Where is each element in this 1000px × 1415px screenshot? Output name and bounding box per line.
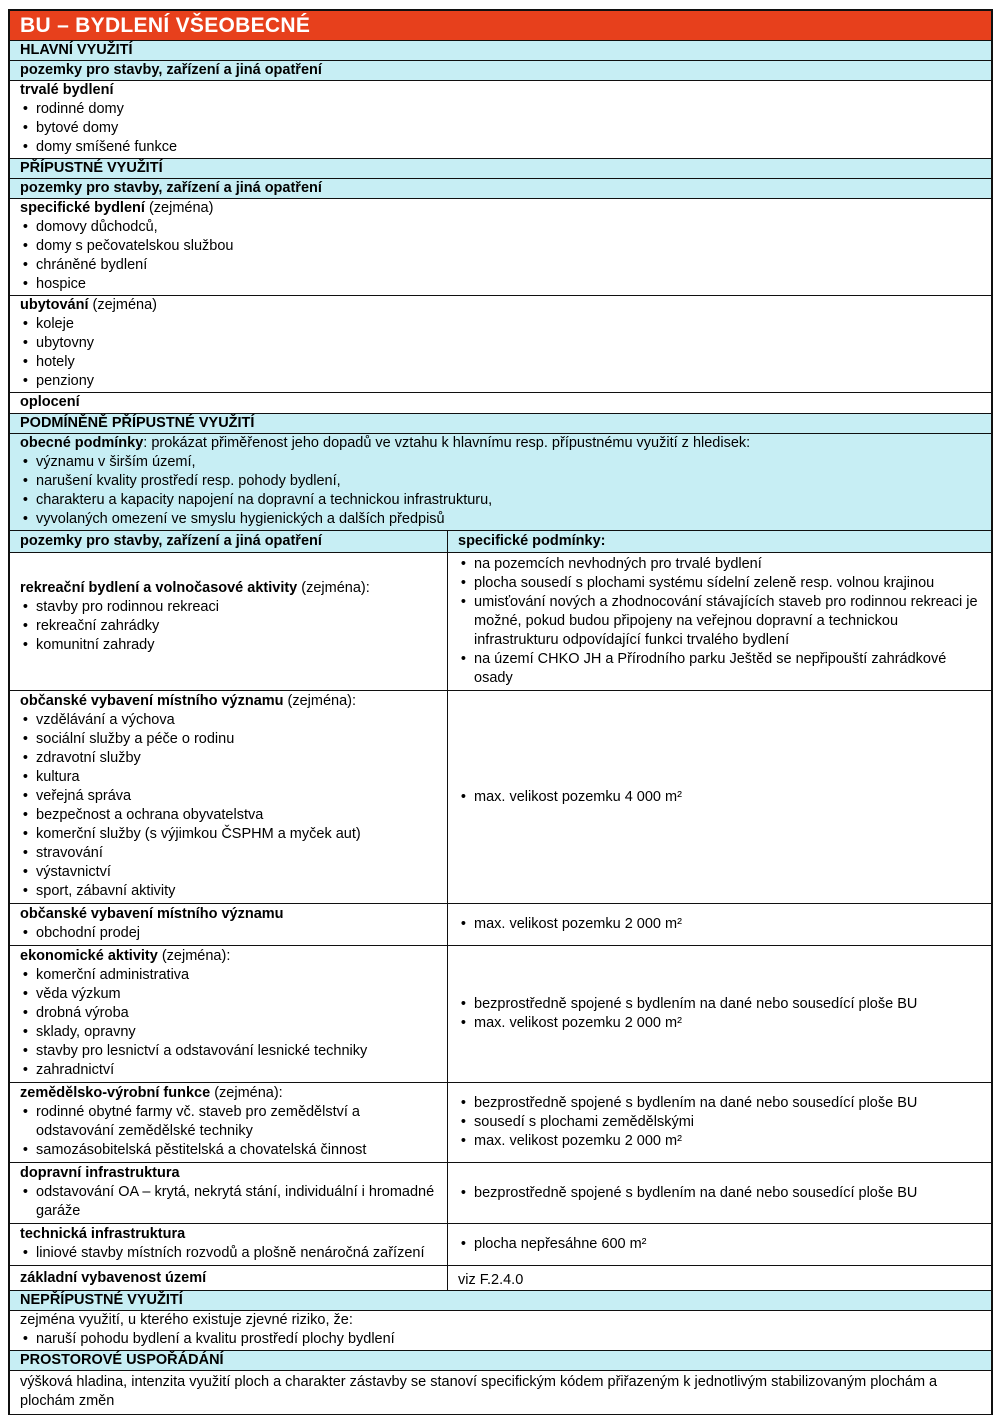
two-column-row bbox=[10, 1083, 991, 1163]
bullet-list bbox=[448, 1184, 991, 1203]
bullet-text: významu v širším území, bbox=[36, 454, 196, 470]
content-block bbox=[10, 1311, 991, 1351]
list-item bbox=[10, 1103, 447, 1141]
left-cell bbox=[10, 1083, 448, 1162]
list-item bbox=[10, 510, 991, 529]
list-item bbox=[10, 711, 447, 730]
left-cell bbox=[10, 904, 448, 945]
list-item bbox=[10, 1141, 447, 1160]
column-header-right: specifické podmínky: bbox=[458, 533, 606, 549]
list-item bbox=[448, 1132, 991, 1151]
left-title-bold: ekonomické aktivity bbox=[20, 948, 158, 964]
right-cell-text: viz F.2.4.0 bbox=[458, 1272, 524, 1288]
bullet-text: kultura bbox=[36, 769, 80, 785]
block-title-bold: obecné podmínky bbox=[20, 435, 144, 451]
left-cell bbox=[10, 946, 448, 1082]
zoning-table bbox=[8, 9, 993, 1415]
left-cell-title bbox=[10, 1225, 447, 1244]
bullet-list bbox=[10, 924, 447, 943]
list-item bbox=[448, 995, 991, 1014]
left-cell bbox=[10, 1163, 448, 1223]
content-block bbox=[10, 393, 991, 414]
section-header: HLAVNÍ VYUŽITÍ bbox=[10, 41, 991, 61]
bullet-text: koleje bbox=[36, 316, 74, 332]
bullet-text: výstavnictví bbox=[36, 864, 111, 880]
left-cell-title bbox=[10, 1084, 447, 1103]
two-column-row bbox=[10, 946, 991, 1083]
bullet-icon: • bbox=[460, 556, 466, 572]
bullet-text: sociální služby a péče o rodinu bbox=[36, 731, 235, 747]
bullet-text: plocha sousedí s plochami systému sídelní zeleně resp. volnou krajinou bbox=[474, 575, 935, 591]
bullet-icon: • bbox=[22, 335, 28, 351]
bullet-icon: • bbox=[22, 101, 28, 117]
bullet-text: max. velikost pozemku 2 000 m² bbox=[474, 1015, 682, 1031]
bullet-icon: • bbox=[460, 1236, 466, 1252]
bullet-icon: • bbox=[460, 788, 466, 805]
bullet-text: bytové domy bbox=[36, 120, 119, 136]
bullet-list bbox=[10, 453, 991, 529]
section-header: PODMÍNĚNĚ PŘÍPUSTNÉ VYUŽITÍ bbox=[10, 414, 991, 434]
list-item bbox=[448, 1184, 991, 1203]
bullet-text: stavby pro rodinnou rekreaci bbox=[36, 599, 219, 615]
list-item bbox=[10, 924, 447, 943]
bullet-text: komerční administrativa bbox=[36, 967, 190, 983]
bullet-icon: • bbox=[22, 826, 28, 842]
list-item bbox=[10, 730, 447, 749]
list-item bbox=[10, 100, 991, 119]
bullet-list bbox=[10, 1103, 447, 1160]
bullet-icon: • bbox=[22, 986, 28, 1002]
list-item bbox=[10, 787, 447, 806]
bullet-text: stavby pro lesnictví a odstavování lesnické techniky bbox=[36, 1043, 368, 1059]
bullet-list bbox=[10, 1183, 447, 1221]
list-item bbox=[448, 1113, 991, 1132]
list-item bbox=[448, 788, 991, 807]
bullet-icon: • bbox=[22, 139, 28, 155]
content-block bbox=[10, 296, 991, 393]
left-cell-title bbox=[10, 905, 447, 924]
list-item bbox=[448, 593, 991, 650]
right-cell bbox=[448, 1083, 991, 1162]
bullet-text: umisťování nových a zhodnocování stávajících staveb pro rodinnou rekreaci je možné, pokud budou připojeny na veřejnou dopravní a technickou infrastrukturu odpovídající funkci trvalého bydlení bbox=[474, 594, 978, 648]
bullet-icon: • bbox=[460, 1184, 466, 1201]
content-block bbox=[10, 434, 991, 531]
content-block bbox=[10, 81, 991, 159]
bullet-icon: • bbox=[22, 1104, 28, 1120]
bullet-text: zdravotní služby bbox=[36, 750, 141, 766]
bullet-icon: • bbox=[22, 257, 28, 273]
list-item bbox=[448, 1014, 991, 1033]
bullet-icon: • bbox=[22, 1184, 28, 1200]
bullet-text: liniové stavby místních rozvodů a plošně nenáročná zařízení bbox=[36, 1245, 425, 1261]
left-cell bbox=[10, 553, 448, 690]
bullet-icon: • bbox=[460, 575, 466, 591]
list-item bbox=[448, 555, 991, 574]
list-item bbox=[10, 119, 991, 138]
bullet-list bbox=[10, 1244, 447, 1263]
list-item bbox=[10, 472, 991, 491]
bullet-icon: • bbox=[22, 637, 28, 653]
bullet-icon: • bbox=[22, 788, 28, 804]
block-title-rest: : prokázat přiměřenost jeho dopadů ve vztahu k hlavnímu resp. přípustnému využití z hledisek: bbox=[143, 435, 751, 451]
bullet-icon: • bbox=[460, 1095, 466, 1111]
list-item bbox=[10, 1061, 447, 1080]
left-cell-title bbox=[10, 1164, 447, 1183]
list-item bbox=[10, 218, 991, 237]
bullet-list bbox=[448, 995, 991, 1033]
list-item bbox=[10, 1023, 447, 1042]
bullet-text: narušení kvality prostředí resp. pohody bydlení, bbox=[36, 473, 341, 489]
bullet-icon: • bbox=[22, 845, 28, 861]
bullet-icon: • bbox=[22, 473, 28, 489]
bullet-list bbox=[10, 966, 447, 1080]
list-item bbox=[10, 844, 447, 863]
left-cell bbox=[10, 691, 448, 903]
left-cell-title bbox=[10, 947, 447, 966]
list-item bbox=[448, 650, 991, 688]
bullet-icon: • bbox=[22, 454, 28, 470]
block-title-rest: (zejména) bbox=[144, 200, 214, 216]
bullet-text: max. velikost pozemku 2 000 m² bbox=[474, 916, 682, 932]
bullet-icon: • bbox=[22, 1024, 28, 1040]
bullet-text: charakteru a kapacity napojení na dopravní a technickou infrastrukturu, bbox=[36, 492, 493, 508]
bullet-text: zahradnictví bbox=[36, 1062, 115, 1078]
bullet-text: hospice bbox=[36, 276, 86, 292]
left-title-rest: (zejména): bbox=[210, 1085, 283, 1101]
list-item bbox=[10, 636, 447, 655]
bullet-list bbox=[10, 1330, 991, 1349]
bullet-icon: • bbox=[22, 276, 28, 292]
bullet-icon: • bbox=[22, 492, 28, 508]
section-header: pozemky pro stavby, zařízení a jiná opatření bbox=[10, 61, 991, 81]
bullet-icon: • bbox=[22, 1043, 28, 1059]
bullet-list bbox=[448, 915, 991, 934]
bullet-text: penziony bbox=[36, 373, 95, 389]
bullet-icon: • bbox=[22, 712, 28, 728]
bullet-text: vyvolaných omezení ve smyslu hygienických a dalších předpisů bbox=[36, 511, 445, 527]
bullet-icon: • bbox=[22, 599, 28, 615]
bullet-text: samozásobitelská pěstitelská a chovatelská činnost bbox=[36, 1142, 367, 1158]
list-item bbox=[10, 863, 447, 882]
block-title-bold: trvalé bydlení bbox=[20, 82, 114, 98]
bullet-icon: • bbox=[460, 1114, 466, 1130]
bullet-text: ubytovny bbox=[36, 335, 95, 351]
section-header: NEPŘÍPUSTNÉ VYUŽITÍ bbox=[10, 1291, 991, 1311]
list-item bbox=[10, 138, 991, 157]
bullet-text: odstavování OA – krytá, nekrytá stání, individuální i hromadné garáže bbox=[36, 1184, 435, 1219]
list-item bbox=[10, 806, 447, 825]
list-item bbox=[10, 1244, 447, 1263]
two-column-row bbox=[10, 691, 991, 904]
right-cell bbox=[448, 1163, 991, 1223]
left-title-rest: (zejména): bbox=[297, 580, 370, 596]
bullet-icon: • bbox=[460, 594, 466, 610]
bullet-text: domovy důchodců, bbox=[36, 219, 158, 235]
left-title-rest: (zejména): bbox=[283, 693, 357, 709]
bullet-list bbox=[448, 1235, 991, 1254]
list-item bbox=[448, 1235, 991, 1254]
left-title-bold: občanské vybavení místního významu bbox=[20, 906, 284, 922]
bullet-text: rodinné domy bbox=[36, 101, 124, 117]
left-title-rest: (zejména): bbox=[157, 948, 231, 964]
block-title-bold: specifické bydlení bbox=[20, 200, 145, 216]
bullet-text: naruší pohodu bydlení a kvalitu prostředí plochy bydlení bbox=[36, 1331, 395, 1347]
list-item bbox=[10, 237, 991, 256]
bullet-list bbox=[10, 218, 991, 294]
bullet-text: max. velikost pozemku 4 000 m² bbox=[474, 788, 682, 805]
left-title-bold: občanské vybavení místního významu bbox=[20, 693, 284, 709]
block-title bbox=[10, 1311, 991, 1330]
list-item bbox=[10, 598, 447, 617]
section-header: PROSTOROVÉ USPOŘÁDÁNÍ bbox=[10, 1351, 991, 1371]
bullet-list bbox=[10, 598, 447, 655]
section-header: pozemky pro stavby, zařízení a jiná opatření bbox=[10, 179, 991, 199]
bullet-list bbox=[10, 315, 991, 391]
bullet-icon: • bbox=[22, 618, 28, 634]
list-item bbox=[10, 315, 991, 334]
left-title-bold: dopravní infrastruktura bbox=[20, 1165, 180, 1181]
left-cell bbox=[10, 1224, 448, 1265]
list-item bbox=[10, 825, 447, 844]
bullet-icon: • bbox=[460, 1015, 466, 1031]
bullet-text: bezpečnost a ochrana obyvatelstva bbox=[36, 807, 264, 823]
bullet-text: věda výzkum bbox=[36, 986, 121, 1002]
paragraph: výšková hladina, intenzita využití ploch a charakter zástavby se stanoví specifickým kódem přiřazeným k jednotlivým stabilizovaným plochám a plochám změn bbox=[10, 1371, 991, 1415]
bullet-text: veřejná správa bbox=[36, 788, 132, 804]
list-item bbox=[10, 1330, 991, 1349]
bullet-icon: • bbox=[22, 219, 28, 235]
block-title bbox=[10, 434, 991, 453]
left-title-bold: rekreační bydlení a volnočasové aktivity bbox=[20, 580, 298, 596]
list-item bbox=[10, 882, 447, 901]
two-column-row bbox=[10, 553, 991, 691]
block-title bbox=[10, 81, 991, 100]
bullet-text: rekreační zahrádky bbox=[36, 618, 160, 634]
list-item bbox=[10, 491, 991, 510]
bullet-icon: • bbox=[22, 807, 28, 823]
bullet-icon: • bbox=[22, 511, 28, 527]
bullet-text: hotely bbox=[36, 354, 75, 370]
left-title-bold: technická infrastruktura bbox=[20, 1226, 186, 1242]
list-item bbox=[10, 453, 991, 472]
bullet-icon: • bbox=[22, 1062, 28, 1078]
bullet-icon: • bbox=[22, 864, 28, 880]
list-item bbox=[10, 256, 991, 275]
bullet-icon: • bbox=[460, 916, 466, 932]
column-header-row bbox=[10, 531, 991, 553]
block-title-bold: oplocení bbox=[20, 394, 80, 410]
two-column-row bbox=[10, 1163, 991, 1224]
bullet-text: na pozemcích nevhodných pro trvalé bydlení bbox=[474, 556, 762, 572]
two-column-row bbox=[10, 904, 991, 946]
two-column-simple-row bbox=[10, 1266, 991, 1291]
bullet-text: komunitní zahrady bbox=[36, 637, 155, 653]
list-item bbox=[10, 1004, 447, 1023]
list-item bbox=[448, 1094, 991, 1113]
block-title bbox=[10, 199, 991, 218]
bullet-icon: • bbox=[22, 354, 28, 370]
bullet-text: bezprostředně spojené s bydlením na dané nebo sousedící ploše BU bbox=[474, 1095, 918, 1111]
bullet-icon: • bbox=[22, 316, 28, 332]
list-item bbox=[10, 353, 991, 372]
page-title: BU – BYDLENÍ VŠEOBECNÉ bbox=[10, 11, 991, 41]
bullet-icon: • bbox=[460, 1133, 466, 1149]
bullet-text: obchodní prodej bbox=[36, 925, 140, 941]
list-item bbox=[10, 1183, 447, 1221]
bullet-text: komerční služby (s výjimkou ČSPHM a myček aut) bbox=[36, 826, 361, 842]
bullet-text: bezprostředně spojené s bydlením na dané nebo sousedící ploše BU bbox=[474, 996, 918, 1012]
block-title-rest: (zejména) bbox=[88, 297, 157, 313]
list-item bbox=[10, 1042, 447, 1061]
list-item bbox=[10, 275, 991, 294]
bullet-icon: • bbox=[22, 1245, 28, 1261]
bullet-text: chráněné bydlení bbox=[36, 257, 148, 273]
bullet-icon: • bbox=[22, 373, 28, 389]
bullet-text: domy s pečovatelskou službou bbox=[36, 238, 234, 254]
two-column-row bbox=[10, 1224, 991, 1266]
list-item bbox=[10, 617, 447, 636]
bullet-list bbox=[10, 100, 991, 157]
right-cell bbox=[448, 691, 991, 903]
bullet-text: sport, zábavní aktivity bbox=[36, 883, 176, 899]
bullet-icon: • bbox=[460, 996, 466, 1012]
bullet-text: vzdělávání a výchova bbox=[36, 712, 175, 728]
bullet-icon: • bbox=[22, 1331, 28, 1347]
bullet-icon: • bbox=[22, 769, 28, 785]
left-cell-title bbox=[10, 554, 447, 598]
bullet-text: sklady, opravny bbox=[36, 1024, 136, 1040]
content-block bbox=[10, 199, 991, 296]
list-item bbox=[10, 372, 991, 391]
left-cell-title bbox=[10, 692, 447, 711]
bullet-icon: • bbox=[22, 967, 28, 983]
block-title-rest: zejména využití, u kterého existuje zjevné riziko, že: bbox=[20, 1312, 353, 1328]
section-header: PŘÍPUSTNÉ VYUŽITÍ bbox=[10, 159, 991, 179]
bullet-text: na území CHKO JH a Přírodního parku Ještěd se nepřipouští zahrádkové osady bbox=[474, 651, 947, 686]
bullet-icon: • bbox=[22, 1142, 28, 1158]
block-title bbox=[10, 393, 991, 412]
bullet-icon: • bbox=[22, 238, 28, 254]
bullet-icon: • bbox=[460, 651, 466, 667]
bullet-list bbox=[10, 711, 447, 901]
right-cell bbox=[448, 946, 991, 1082]
bullet-icon: • bbox=[22, 925, 28, 941]
list-item bbox=[10, 749, 447, 768]
block-title-bold: ubytování bbox=[20, 297, 89, 313]
bullet-text: rodinné obytné farmy vč. staveb pro zemědělství a odstavování zemědělské techniky bbox=[36, 1104, 360, 1139]
bullet-icon: • bbox=[22, 1005, 28, 1021]
bullet-text: max. velikost pozemku 2 000 m² bbox=[474, 1133, 682, 1149]
bullet-icon: • bbox=[22, 750, 28, 766]
column-header-left: pozemky pro stavby, zařízení a jiná opatření bbox=[10, 531, 448, 552]
left-cell-text: základní vybavenost území bbox=[10, 1266, 448, 1290]
bullet-text: plocha nepřesáhne 600 m² bbox=[474, 1236, 647, 1252]
bullet-icon: • bbox=[22, 120, 28, 136]
bullet-text: drobná výroba bbox=[36, 1005, 129, 1021]
block-title bbox=[10, 296, 991, 315]
bullet-icon: • bbox=[22, 731, 28, 747]
list-item bbox=[10, 334, 991, 353]
bullet-list bbox=[448, 788, 991, 807]
right-cell bbox=[448, 904, 991, 945]
list-item bbox=[448, 915, 991, 934]
bullet-text: bezprostředně spojené s bydlením na dané nebo sousedící ploše BU bbox=[474, 1184, 918, 1201]
bullet-list bbox=[448, 555, 991, 688]
list-item bbox=[10, 768, 447, 787]
bullet-text: sousedí s plochami zemědělskými bbox=[474, 1114, 695, 1130]
list-item bbox=[448, 574, 991, 593]
bullet-icon: • bbox=[22, 883, 28, 899]
bullet-text: domy smíšené funkce bbox=[36, 139, 178, 155]
right-cell bbox=[448, 1224, 991, 1265]
bullet-text: stravování bbox=[36, 845, 103, 861]
right-cell bbox=[448, 553, 991, 690]
left-title-bold: zemědělsko-výrobní funkce bbox=[20, 1085, 211, 1101]
bullet-list bbox=[448, 1094, 991, 1151]
list-item bbox=[10, 985, 447, 1004]
list-item bbox=[10, 966, 447, 985]
